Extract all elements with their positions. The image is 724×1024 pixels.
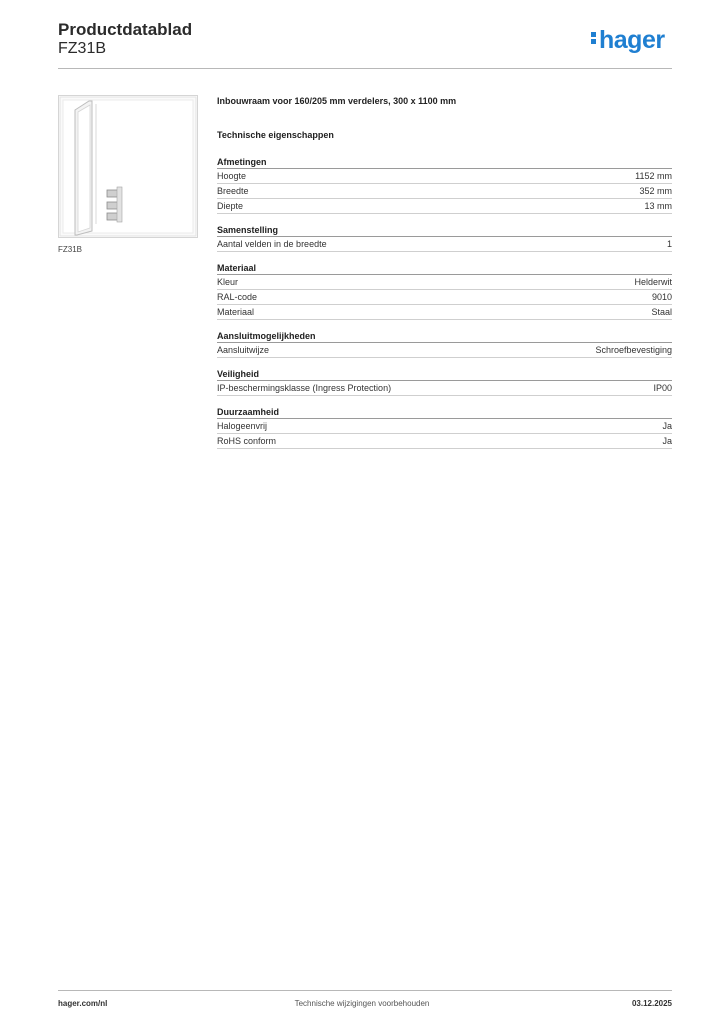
logo-text: hager xyxy=(599,26,665,54)
spec-row xyxy=(217,305,672,320)
spec-value: Staal xyxy=(651,307,672,317)
spec-value: 1 xyxy=(666,239,672,249)
spec-row xyxy=(217,199,672,214)
spec-label: Breedte xyxy=(217,186,249,196)
product-description: Inbouwraam voor 160/205 mm verdelers, 300 x 1100 mm xyxy=(217,96,457,106)
hager-logo xyxy=(591,26,665,55)
section-title: Samenstelling xyxy=(217,224,672,237)
section-material xyxy=(217,262,672,320)
spec-label: Kleur xyxy=(217,277,239,287)
footer-divider xyxy=(58,990,672,991)
section-connection xyxy=(217,330,672,358)
spec-label: Aantal velden in de breedte xyxy=(217,239,327,249)
spec-value: Schroefbevestiging xyxy=(595,345,672,355)
footer-date: 03.12.2025 xyxy=(631,999,672,1008)
section-title: Materiaal xyxy=(217,262,672,275)
spec-row xyxy=(217,343,672,358)
section-composition xyxy=(217,224,672,252)
spec-row xyxy=(217,419,672,434)
spec-label: Hoogte xyxy=(217,171,247,181)
footer-disclaimer: Technische wijzigingen voorbehouden xyxy=(294,999,430,1008)
spec-value: 352 mm xyxy=(639,186,672,196)
spec-value: Ja xyxy=(662,421,672,431)
spec-row xyxy=(217,184,672,199)
specifications xyxy=(217,156,672,459)
spec-value: IP00 xyxy=(653,383,672,393)
logo-dots-icon xyxy=(591,30,597,46)
spec-label: Halogeenvrij xyxy=(217,421,268,431)
section-title: Afmetingen xyxy=(217,156,672,169)
footer-website-link[interactable]: hager.com/nl xyxy=(58,999,108,1008)
spec-value: Ja xyxy=(662,436,672,446)
spec-label: IP-beschermingsklasse (Ingress Protection) xyxy=(217,383,392,393)
spec-value: 13 mm xyxy=(644,201,672,211)
spec-label: RoHS conform xyxy=(217,436,277,446)
product-code: FZ31B xyxy=(58,40,107,57)
spec-row xyxy=(217,434,672,449)
spec-row xyxy=(217,381,672,396)
spec-label: RAL-code xyxy=(217,292,258,302)
window-frame-icon xyxy=(59,96,197,237)
spec-value: 9010 xyxy=(651,292,672,302)
spec-row xyxy=(217,290,672,305)
spec-label: Diepte xyxy=(217,201,244,211)
image-caption: FZ31B xyxy=(58,245,83,254)
section-title: Aansluitmogelijkheden xyxy=(217,330,672,343)
header-divider xyxy=(58,68,672,69)
section-title: Duurzaamheid xyxy=(217,406,672,419)
spec-value: 1152 mm xyxy=(635,171,672,181)
product-image xyxy=(58,95,198,238)
section-dimensions xyxy=(217,156,672,214)
technical-heading: Technische eigenschappen xyxy=(217,130,334,140)
spec-row xyxy=(217,169,672,184)
section-safety xyxy=(217,368,672,396)
section-title: Veiligheid xyxy=(217,368,672,381)
spec-label: Materiaal xyxy=(217,307,255,317)
spec-row xyxy=(217,237,672,252)
spec-label: Aansluitwijze xyxy=(217,345,270,355)
spec-value: Helderwit xyxy=(634,277,672,287)
page-title: Productdatablad xyxy=(58,20,193,39)
section-sustainability xyxy=(217,406,672,449)
spec-row xyxy=(217,275,672,290)
